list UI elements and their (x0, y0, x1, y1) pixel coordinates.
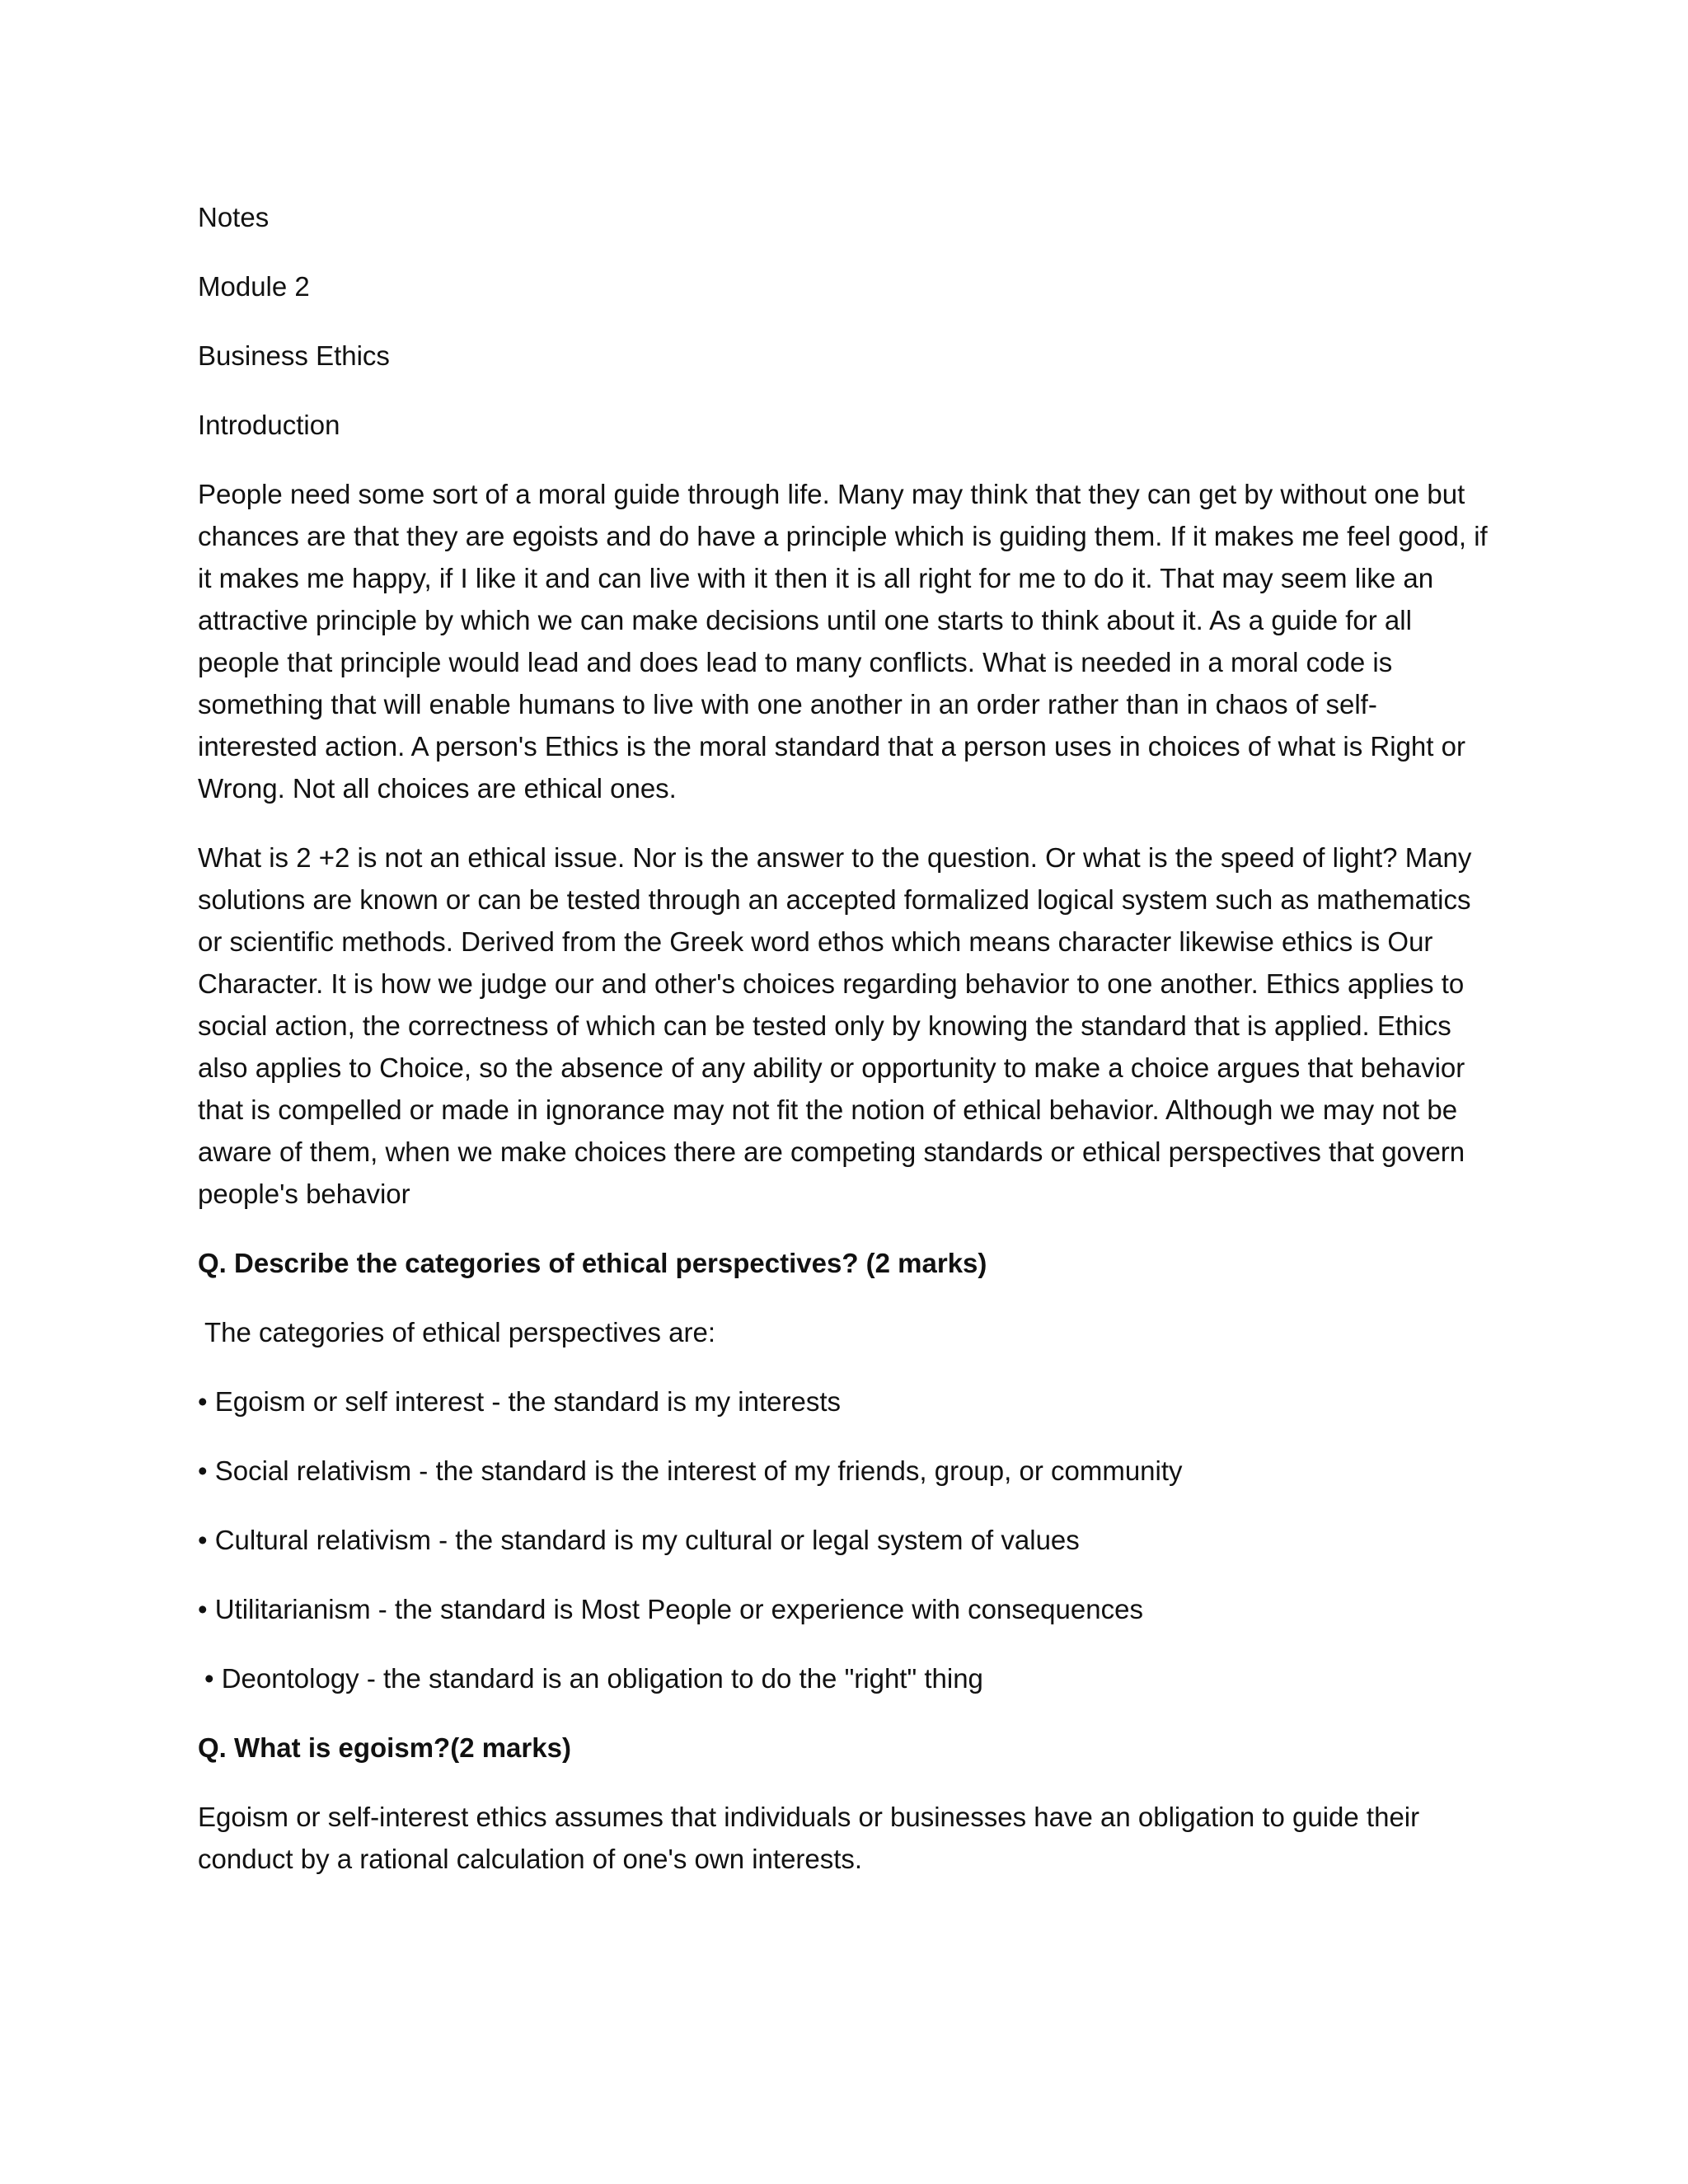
bullet-egoism: • Egoism or self interest - the standard is my interests (198, 1386, 842, 1417)
section-title: Introduction (198, 410, 340, 440)
intro-paragraph: People need some sort of a moral guide through life. Many may think that they can get by without one but chances are that they are egoists and do have a principle which is guiding them. If it makes me feel good, if it makes me happy, if I like it and can live with it then it is all right for me to do it. That may seem like an attractive principle by which we can make decisions until one starts to think about it. As a guide for all people that principle would lead and does lead to many conflicts. What is needed in a moral code is something that will enable humans to live with one another in an order rather than in chaos of self-interested action. A person's Ethics is the moral standard that a person uses in choices of what is Right or Wrong. Not all choices are ethical ones. (198, 479, 1488, 804)
bullet-utilitarianism: • Utilitarianism - the standard is Most People or experience with consequences (198, 1594, 1143, 1624)
bullet-social-relativism: • Social relativism - the standard is the interest of my friends, group, or community (198, 1455, 1183, 1486)
notes-label: Notes (198, 202, 270, 232)
bullet-deontology: • Deontology - the standard is an obligation to do the "right" thing (204, 1663, 983, 1694)
question-ethical-perspectives: Q. Describe the categories of ethical perspectives? (2 marks) (198, 1248, 987, 1278)
module-label: Module 2 (198, 271, 310, 302)
document-body (198, 196, 1492, 1907)
bullet-cultural-relativism: • Cultural relativism - the standard is my cultural or legal system of values (198, 1525, 1080, 1555)
categories-intro: The categories of ethical perspectives are: (204, 1317, 715, 1347)
question-egoism: Q. What is egoism?(2 marks) (198, 1732, 571, 1763)
ethics-paragraph: What is 2 +2 is not an ethical issue. Nor is the answer to the question. Or what is the speed of light? Many solutions are known or can be tested through an accepted formalized logical system such as mathematics or scientific methods. Derived from the Greek word ethos which means character likewise ethics is Our Character. It is how we judge our and other's choices regarding behavior to one another. Ethics applies to social action, the correctness of which can be tested only by knowing the standard that is applied. Ethics also applies to Choice, so the absence of any ability or opportunity to make a choice argues that behavior that is compelled or made in ignorance may not fit the notion of ethical behavior. Although we may not be aware of them, when we make choices there are competing standards or ethical perspectives that govern people's behavior (198, 842, 1472, 1209)
subject-title: Business Ethics (198, 340, 390, 371)
egoism-paragraph: Egoism or self-interest ethics assumes that individuals or businesses have an obligation to guide their conduct by a rational calculation of one's own interests. (198, 1802, 1420, 1874)
